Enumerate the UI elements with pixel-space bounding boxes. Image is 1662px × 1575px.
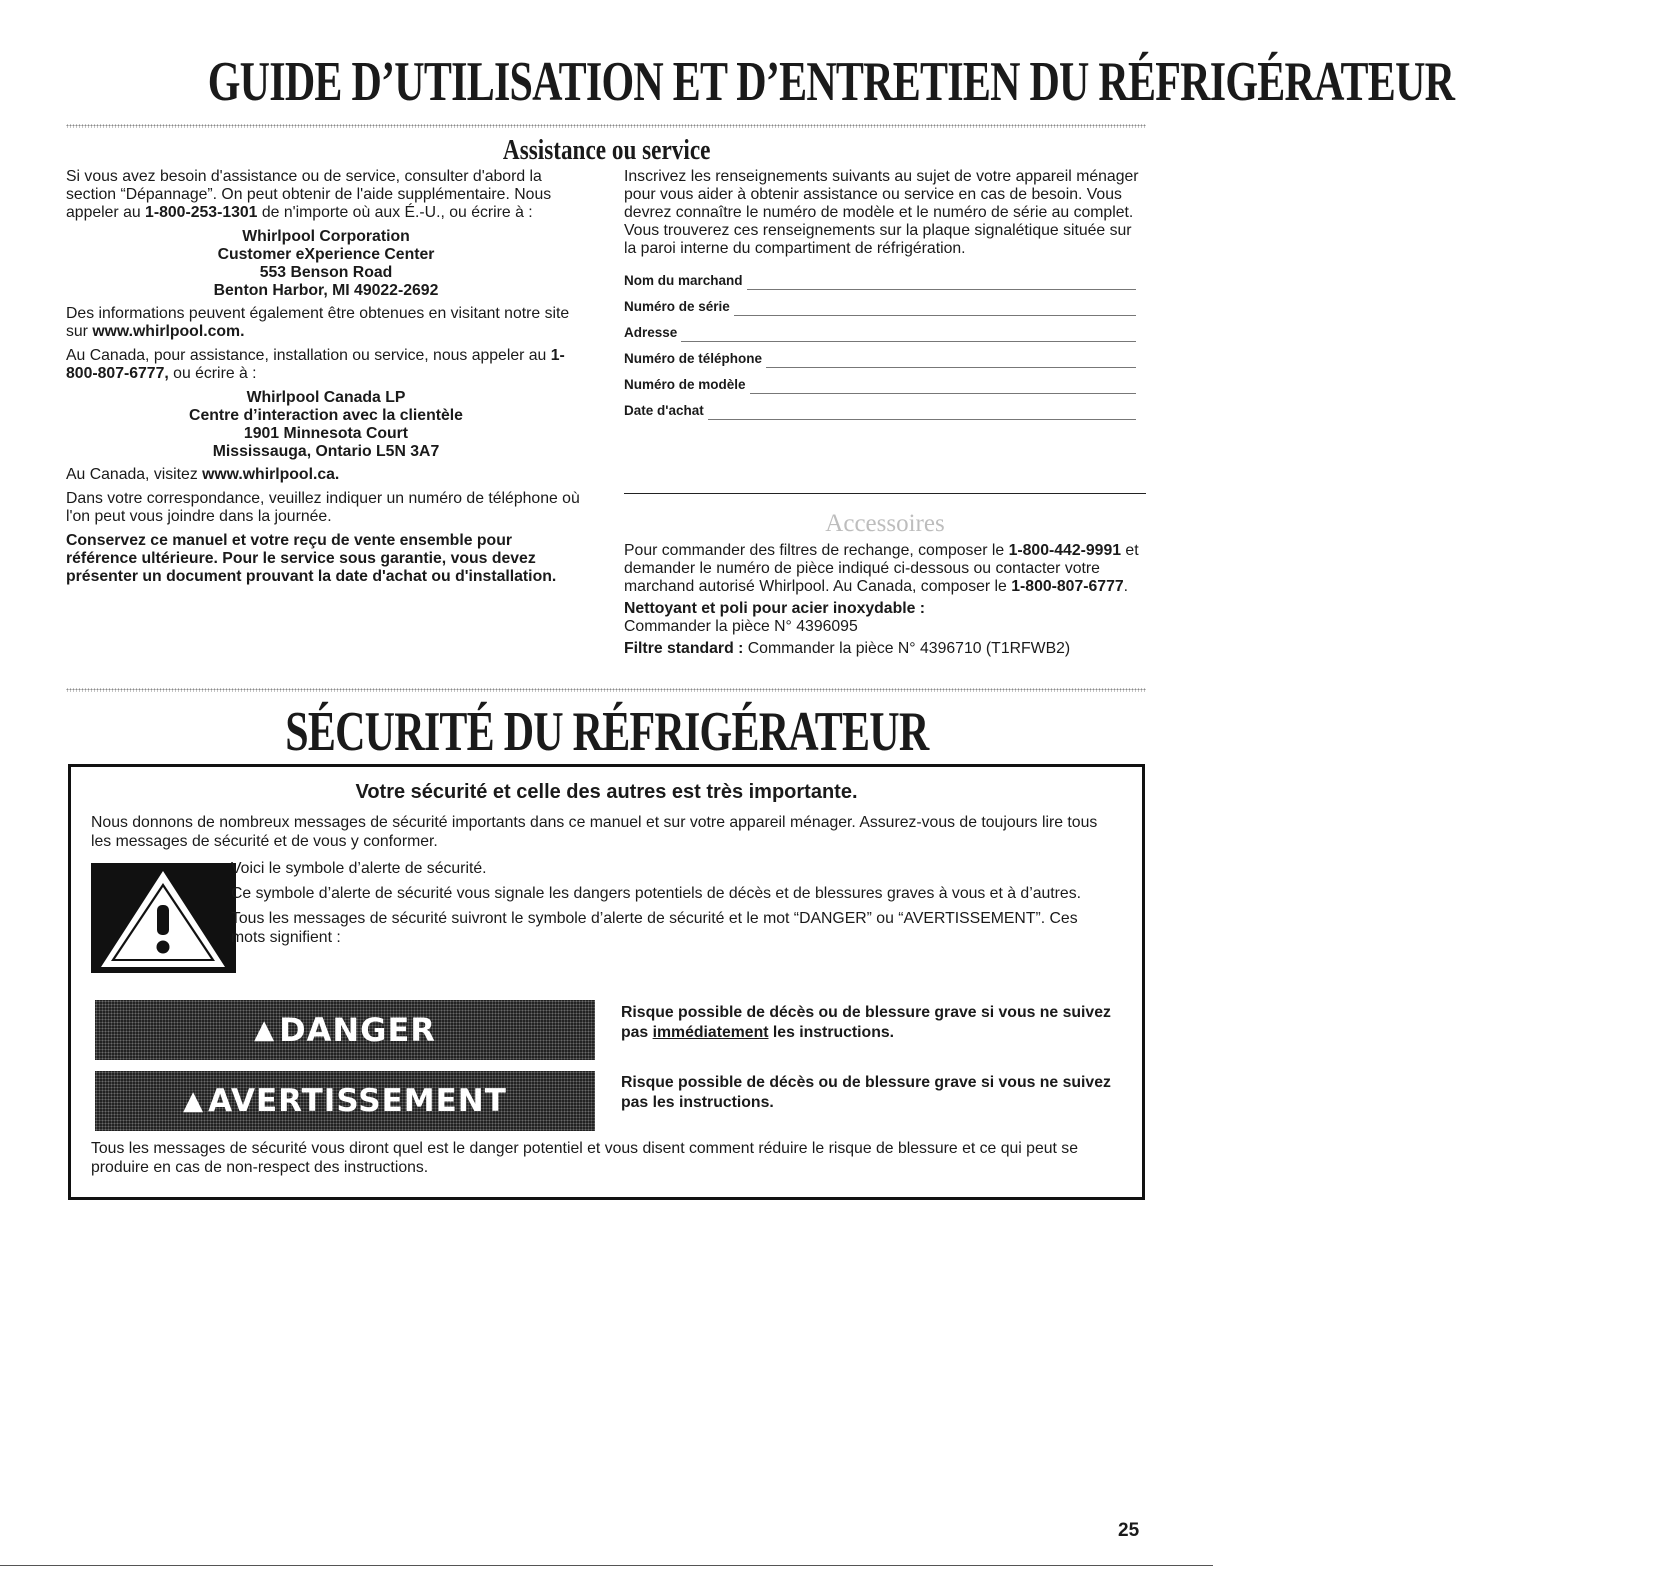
- cleaner-part-number: Commander la pièce N° 4396095: [624, 618, 858, 635]
- filter-part-number: Commander la pièce N° 4396710 (T1RFWB2): [743, 640, 1071, 657]
- canada-phone-number: 1-800-807-6777,: [66, 347, 565, 382]
- assistance-paragraph: [66, 168, 586, 222]
- canada-address: [66, 389, 586, 461]
- website-paragraph: [66, 305, 586, 341]
- safety-box: [68, 764, 1145, 1200]
- filter-label: Filtre standard :: [624, 640, 744, 657]
- field-label: Numéro de série: [624, 299, 730, 314]
- page-title: GUIDE D’UTILISATION ET D’ENTRETIEN DU RÉFRIGÉRATEUR: [207, 51, 1455, 113]
- address-line: Mississauga, Ontario L5N 3A7: [212, 443, 440, 460]
- safety-heading-container: [0, 700, 1213, 764]
- address-line: Benton Harbor, MI 49022-2692: [213, 282, 439, 299]
- assistance-right-column: [624, 168, 1146, 428]
- address-line: 1901 Minnesota Court: [243, 425, 409, 442]
- accessories-heading: Accessoires: [825, 510, 945, 537]
- accessories-heading-container: [624, 510, 1146, 538]
- text: et demander le numéro de pièce indiqué ci-dessous ou contacter votre marchand autorisé Whirlpool. Au Canada, composer le: [624, 542, 1139, 595]
- text: Si vous avez besoin d'assistance ou de service, consulter d'abord la section “Dépannage”. On peut obtenir de l'aide supplémentaire. Nous appeler au: [66, 168, 552, 221]
- alert-explanation: [231, 859, 1111, 953]
- alert-line: Tous les messages de sécurité suivront le symbole d’alerte de sécurité et le mot “DANGER” ou “AVERTISSEMENT”. Ces mots signifient :: [231, 910, 1078, 946]
- field-label: Numéro de téléphone: [624, 351, 763, 366]
- address-line: Whirlpool Corporation: [242, 228, 410, 245]
- safety-footer: Tous les messages de sécurité vous diront quel est le danger potentiel et vous disent comment réduire le risque de blessure et ce qui peut se produire en cas de non-respect des instructions.: [91, 1140, 1078, 1176]
- warning-triangle-icon: ▲: [183, 1086, 205, 1116]
- field-blank-line[interactable]: [734, 303, 1136, 316]
- warning-description: Risque possible de décès ou de blessure grave si vous ne suivez pas les instructions.: [621, 1074, 1111, 1111]
- field-label: Date d'achat: [624, 403, 704, 418]
- warning-triangle-icon: ▲: [254, 1015, 276, 1045]
- alert-line: Voici le symbole d’alerte de sécurité.: [231, 860, 487, 877]
- address-line: Centre d’interaction avec la clientèle: [189, 407, 463, 424]
- us-address: [66, 228, 586, 300]
- accessories-divider: [624, 493, 1146, 494]
- keep-manual-notice: Conservez ce manuel et votre reçu de vente ensemble pour référence ultérieure. Pour le service sous garantie, vous devez présenter un document prouvant la date d'achat ou d'installation.: [66, 532, 557, 585]
- text: de n'importe où aux É.-U., ou écrire à :: [257, 204, 533, 221]
- purchase-date-field[interactable]: [624, 402, 1136, 420]
- alert-line: Ce symbole d’alerte de sécurité vous signale les dangers potentiels de décès et de blessures graves à vous et à d’autres.: [231, 885, 1082, 902]
- field-blank-line[interactable]: [750, 381, 1136, 394]
- danger-signal-word: [95, 1000, 595, 1060]
- record-form: [624, 272, 1136, 420]
- emphasis-text: immédiatement: [652, 1024, 769, 1041]
- text: Au Canada, visitez: [66, 466, 203, 483]
- bottom-divider: [0, 1565, 1213, 1566]
- field-blank-line[interactable]: [708, 407, 1136, 420]
- address-line: Customer eXperience Center: [217, 246, 435, 263]
- field-label: Nom du marchand: [624, 273, 743, 288]
- canada-paragraph: [66, 347, 586, 383]
- field-blank-line[interactable]: [747, 277, 1136, 290]
- text: Risque possible de décès ou de blessure grave si vous ne suivez pas: [621, 1004, 1111, 1041]
- dotted-divider: [66, 124, 1146, 128]
- dotted-divider: [66, 688, 1146, 692]
- text: Des informations peuvent également être obtenues en visitant notre site sur: [66, 305, 570, 340]
- canada-filter-phone-number: 1-800-807-6777: [1011, 578, 1124, 595]
- filter-item: [624, 640, 1146, 658]
- serial-number-field[interactable]: [624, 298, 1136, 316]
- canada-website-paragraph: [66, 466, 586, 484]
- danger-description: [621, 1003, 1121, 1043]
- assistance-heading: Assistance ou service: [502, 134, 711, 166]
- assistance-heading-container: [0, 134, 1213, 167]
- record-info-paragraph: Inscrivez les renseignements suivants au sujet de votre appareil ménager pour vous aider à obtenir assistance ou service en cas de besoin. Vous devrez connaître le numéro de modèle et le numéro de série au complet. Vous trouverez ces renseignements sur la plaque signalétique située sur la paroi interne du compartiment de réfrigération.: [624, 168, 1139, 257]
- text: Pour commander des filtres de rechange, composer le: [624, 542, 1009, 559]
- address-line: 553 Benson Road: [259, 264, 393, 281]
- field-label: Numéro de modèle: [624, 377, 746, 392]
- accessories-order-paragraph: [624, 542, 1146, 596]
- model-number-field[interactable]: [624, 376, 1136, 394]
- correspondence-paragraph: Dans votre correspondance, veuillez indiquer un numéro de téléphone où l'on peut vous joindre dans la journée.: [66, 490, 580, 525]
- us-phone-number: 1-800-253-1301: [145, 204, 258, 221]
- address-field[interactable]: [624, 324, 1136, 342]
- warning-signal-word: [95, 1071, 595, 1131]
- page-number: 25: [1118, 1520, 1140, 1541]
- danger-label: DANGER: [279, 1011, 436, 1049]
- cleaner-item: [624, 600, 1146, 636]
- dealer-name-field[interactable]: [624, 272, 1136, 290]
- safety-intro: Nous donnons de nombreux messages de sécurité importants dans ce manuel et sur votre appareil ménager. Assurez-vous de toujours lire tous les messages de sécurité et de vous y conformer.: [91, 814, 1098, 850]
- us-website-link[interactable]: www.whirlpool.com.: [92, 323, 245, 340]
- field-label: Adresse: [624, 325, 678, 340]
- field-blank-line[interactable]: [681, 329, 1136, 342]
- address-line: Whirlpool Canada LP: [246, 389, 406, 406]
- accessories-body: [624, 542, 1146, 662]
- canada-website-link[interactable]: www.whirlpool.ca.: [202, 466, 340, 483]
- text: .: [1123, 578, 1129, 595]
- text: les instructions.: [768, 1024, 895, 1041]
- assistance-left-column: [66, 168, 586, 592]
- field-blank-line[interactable]: [766, 355, 1136, 368]
- text: ou écrire à :: [168, 365, 257, 382]
- phone-number-field[interactable]: [624, 350, 1136, 368]
- cleaner-label: Nettoyant et poli pour acier inoxydable :: [624, 600, 926, 617]
- safety-alert-icon: [91, 863, 236, 973]
- safety-box-title: Votre sécurité et celle des autres est très importante.: [355, 781, 858, 803]
- warning-label: AVERTISSEMENT: [208, 1083, 507, 1119]
- text: Au Canada, pour assistance, installation ou service, nous appeler au: [66, 347, 551, 364]
- page-title-container: [0, 50, 1455, 114]
- safety-heading: SÉCURITÉ DU RÉFRIGÉRATEUR: [284, 701, 929, 763]
- filter-phone-number: 1-800-442-9991: [1008, 542, 1122, 559]
